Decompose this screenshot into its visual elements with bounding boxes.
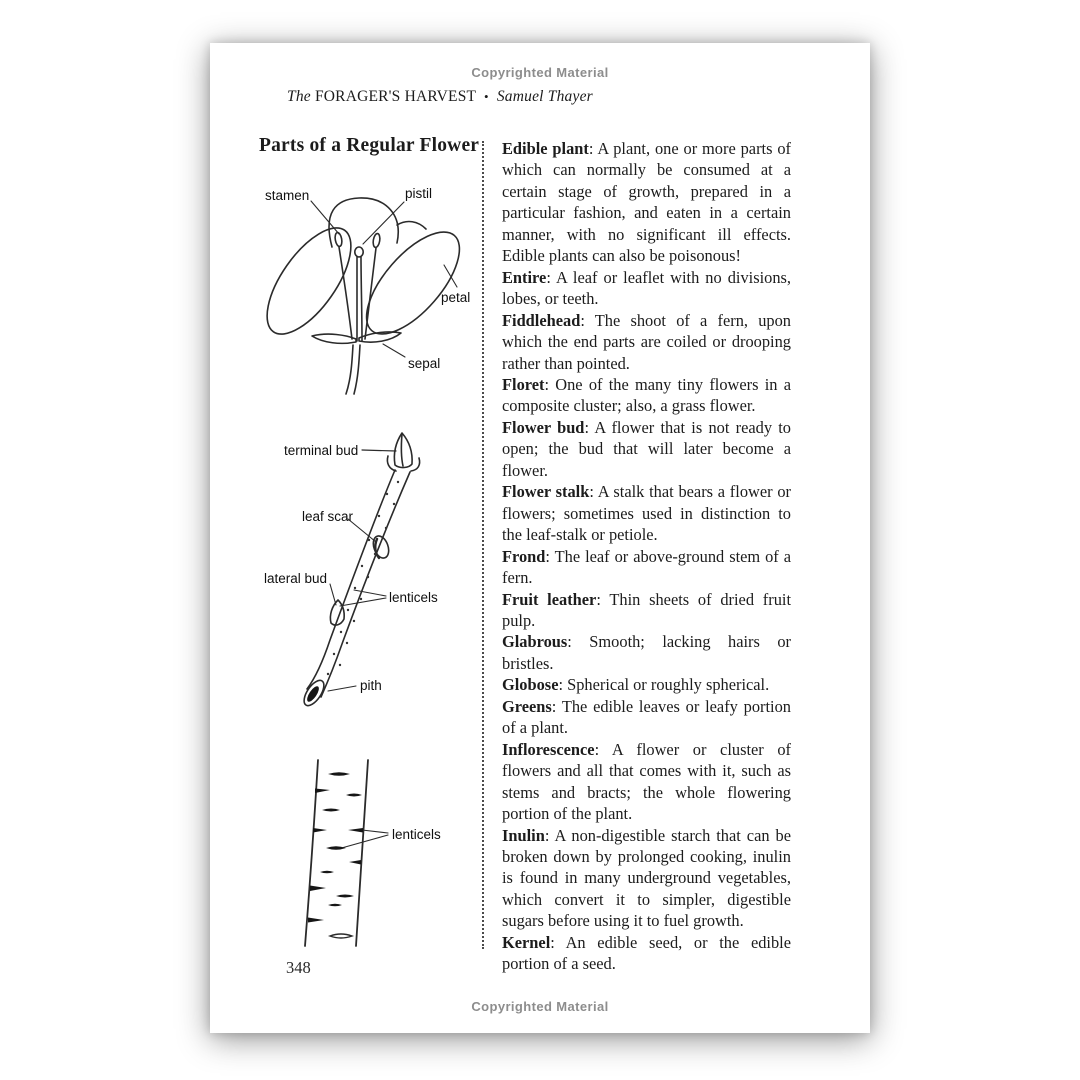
header-the: The <box>287 88 311 105</box>
flower-back-petal <box>397 222 426 229</box>
glossary-term: Frond <box>502 546 546 566</box>
twig-terminal-bud <box>394 433 412 468</box>
twig-label-leaf-scar: leaf scar <box>302 509 354 524</box>
glossary-entry: Flower bud: A flower that is not ready to open; the bud that will later become a flower. <box>502 417 791 480</box>
glossary-term: Floret <box>502 374 545 394</box>
glossary-term: Globose <box>502 675 559 695</box>
bark-lenticels-leader-line <box>362 830 388 833</box>
book-page <box>210 43 870 1033</box>
column-divider-dotted-line <box>482 141 484 949</box>
twig-terminal-bud-scale <box>401 434 403 466</box>
glossary-term: Glabrous <box>502 632 568 652</box>
glossary-term: Inflorescence <box>502 739 595 759</box>
glossary-entry: Flower stalk: A stalk that bears a flower or flowers; sometimes used in distinction to the leaf-stalk or petiole. <box>502 482 791 545</box>
flower-diagram <box>255 175 477 399</box>
stamen-leader-line <box>311 201 339 234</box>
lenticels-leader-line <box>354 590 386 596</box>
flower-stamen-filament-left <box>339 247 352 339</box>
lateral-bud-leader-line <box>330 584 336 605</box>
flower-anther-left <box>334 232 343 247</box>
glossary-entry: Greens: The edible leaves or leafy portion of a plant. <box>502 696 791 738</box>
glossary-entry: Entire: A leaf or leaflet with no divisions, lobes, or teeth. <box>502 267 791 309</box>
twig-body-right-edge <box>321 472 410 697</box>
glossary-entry: Inflorescence: A flower or cluster of flowers and all that comes with it, such as stems and bracts; the whole flowering portion of the plant. <box>502 739 791 824</box>
glossary-entry: Kernel: An edible seed, or the edible portion of a seed. <box>502 932 791 974</box>
glossary-term: Fruit leather <box>502 589 597 609</box>
header-book-title: FORAGER'S HARVEST <box>314 88 476 105</box>
header-separator-bullet: • <box>484 89 489 104</box>
glossary-entry: Floret: One of the many tiny flowers in a composite cluster; also, a grass flower. <box>502 374 791 416</box>
glossary-entry: Glabrous: Smooth; lacking hairs or bristles. <box>502 632 791 673</box>
glossary-term: Entire <box>502 267 547 287</box>
copyright-notice-top: Copyrighted Material <box>471 65 609 80</box>
flower-label-stamen: stamen <box>265 188 310 203</box>
running-header <box>287 88 593 106</box>
glossary-term: Kernel <box>502 932 551 952</box>
section-title: Parts of a Regular Flower <box>259 135 480 156</box>
pith-leader-line <box>328 686 356 691</box>
terminal-bud-leader-line <box>362 450 396 451</box>
glossary-term: Greens <box>502 696 552 716</box>
bark-diagram <box>300 750 460 950</box>
glossary-term: Edible plant <box>502 139 589 158</box>
glossary-term: Fiddlehead <box>502 310 581 330</box>
glossary-entry: Inulin: A non-digestible starch that can be broken down by prolonged cooking, inulin is found in many underground vegetables, which convert it to simpler, digestible sugars before using it to fuel growth. <box>502 825 791 931</box>
flower-stem <box>354 345 360 394</box>
twig-label-pith: pith <box>360 678 382 693</box>
glossary-entry: Globose: Spherical or roughly spherical. <box>502 675 770 695</box>
glossary-term: Flower bud <box>502 417 585 437</box>
glossary-entry: Frond: The leaf or above-ground stem of a fern. <box>502 546 791 588</box>
flower-pistil-stigma <box>355 247 363 257</box>
flower-sepal-left <box>312 334 356 343</box>
twig-label-lenticels: lenticels <box>389 590 438 605</box>
glossary-term: Inulin <box>502 825 545 845</box>
twig-label-lateral-bud: lateral bud <box>264 571 328 586</box>
glossary-term: Flower stalk <box>502 482 590 502</box>
bark-trunk-right-edge <box>356 760 368 946</box>
page-number: 348 <box>286 958 311 977</box>
flower-stem <box>346 345 353 394</box>
flower-label-pistil: pistil <box>405 186 433 201</box>
flower-left-petal <box>251 215 366 348</box>
twig-diagram <box>260 420 482 720</box>
twig-label-terminal-bud: terminal bud <box>284 443 359 458</box>
glossary-entry: Edible plant: A plant, one or more parts of which can normally be consumed at a certain stage of growth, prepared in a particular fashion, and eaten in a certain manner, with no significant ill effects. Edible plants can also be poisonous! <box>502 139 791 266</box>
flower-label-petal: petal <box>441 290 471 305</box>
flower-label-sepal: sepal <box>408 356 441 371</box>
glossary-list <box>502 138 791 975</box>
sepal-leader-line <box>383 344 405 357</box>
glossary-entry: Fruit leather: Thin sheets of dried fruit pulp. <box>502 589 791 630</box>
flower-pistil <box>361 257 362 341</box>
bark-lenticel-outline <box>330 934 352 938</box>
copyright-notice-bottom: Copyrighted Material <box>471 999 609 1014</box>
header-author: Samuel Thayer <box>496 88 593 105</box>
flower-top-petal <box>329 198 398 247</box>
flower-anther-right <box>372 233 381 248</box>
lenticels-leader-line <box>340 598 386 606</box>
twig-leaf-scar <box>370 534 391 560</box>
bark-label-lenticels: lenticels <box>392 827 441 842</box>
flower-stamen-filament-right <box>365 248 376 339</box>
glossary-entry: Fiddlehead: The shoot of a fern, upon which the end parts are coiled or drooping rather than pointed. <box>502 310 791 373</box>
